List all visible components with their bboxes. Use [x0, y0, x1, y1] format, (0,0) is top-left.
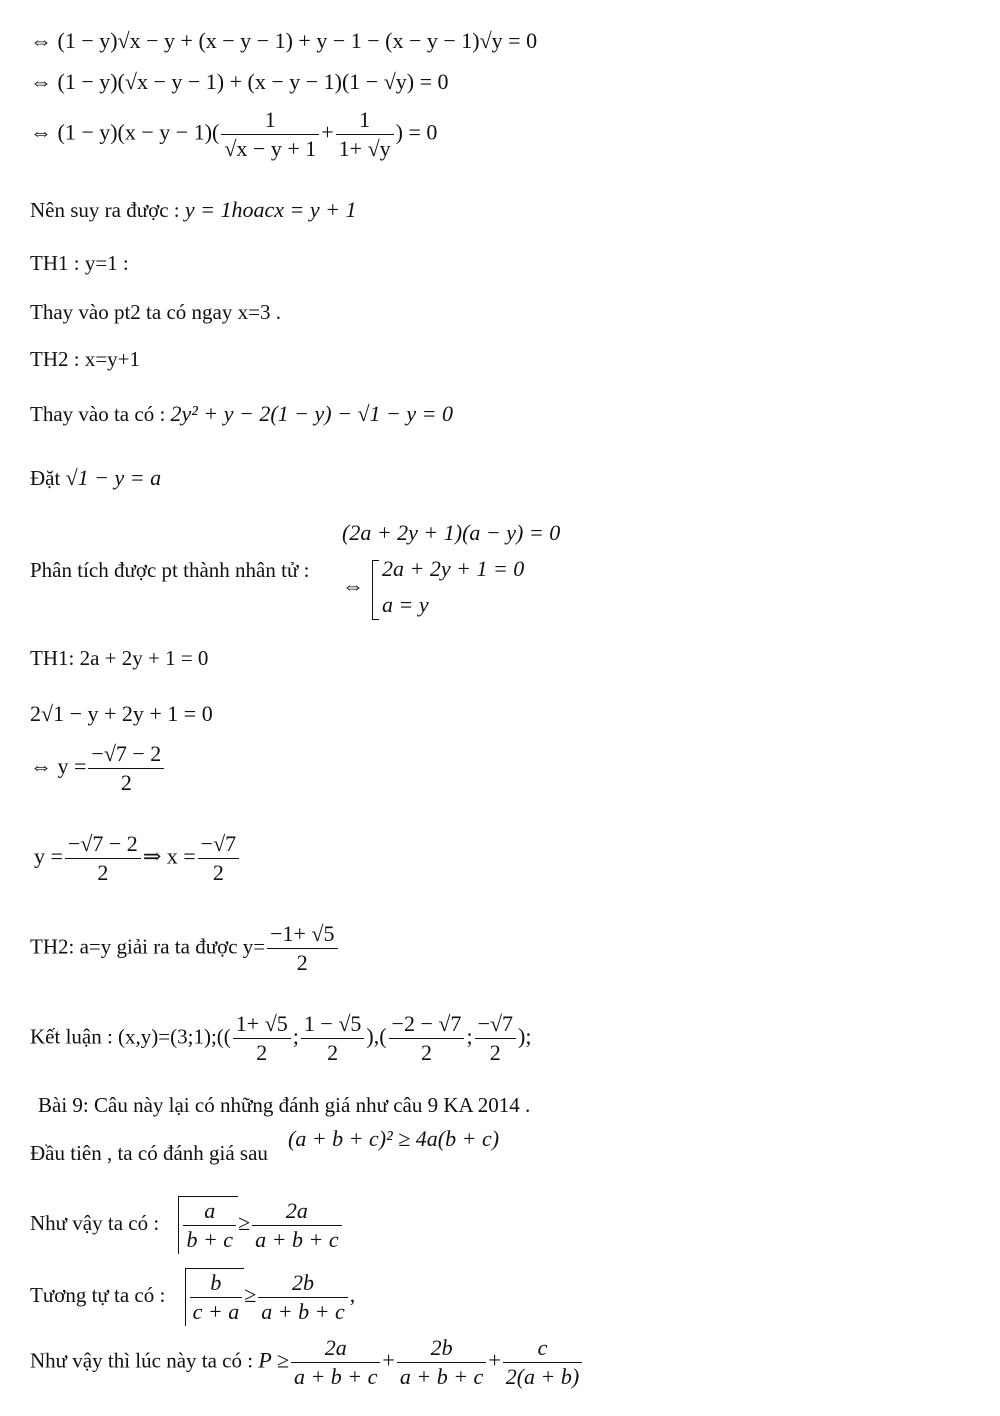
case-1-text: TH1: 2a + 2y + 1 = 0: [30, 646, 209, 670]
final-prefix: P ≥: [258, 1347, 289, 1373]
problem-9-heading: [38, 1090, 530, 1120]
case-1-result-fraction: [88, 740, 164, 797]
case-1-y-den: 2: [97, 860, 109, 885]
final-f3-num: c: [503, 1334, 583, 1363]
concl-fraction-4: [475, 1010, 516, 1067]
estimate-a-den: a + b + c: [255, 1226, 339, 1252]
estimate-b-rad-num: b: [190, 1269, 243, 1298]
estimate-a-rad-den: b + c: [186, 1227, 234, 1252]
final-f1-num: 2a: [291, 1334, 380, 1363]
set-math: √1 − y = a: [65, 465, 162, 490]
estimate-b-num: 2b: [258, 1269, 347, 1298]
case-1-result-den: 2: [120, 770, 132, 795]
first-inequality: [288, 1124, 499, 1154]
concl-end: );: [518, 1023, 532, 1049]
case-1-equation: [30, 699, 213, 729]
concl-sep-2: ;: [466, 1023, 473, 1049]
substitution-text: Thay vào ta có :: [30, 402, 171, 426]
concl-sep-1: ;: [292, 1023, 299, 1049]
substitution-math: 2y² + y − 2(1 − y) − √1 − y = 0: [170, 401, 453, 426]
eq3-f2-numerator: 1: [336, 106, 394, 135]
final-inequality-line: [30, 1334, 584, 1391]
case-1-implies: ⇒ x =: [142, 843, 196, 869]
first-estimate-line: [30, 1138, 268, 1168]
factor-case-2: [382, 590, 429, 620]
first-inequality-text: (a + b + c)² ≥ 4a(b + c): [288, 1126, 500, 1151]
factor-text: Phân tích được pt thành nhân tử :: [30, 558, 310, 582]
case-2-line: [30, 920, 340, 977]
estimate-a-radical: [178, 1196, 238, 1254]
concl-f1-num: 1+ √5: [233, 1010, 291, 1039]
case-1-solution: [34, 830, 241, 887]
equation-line-1: [30, 26, 537, 56]
final-plus-2: +: [488, 1347, 501, 1373]
estimate-a-num: 2a: [252, 1197, 341, 1226]
case-th2-heading: [30, 344, 140, 374]
concl-f2-den: 2: [327, 1040, 339, 1065]
concl-f2-num: 1 − √5: [301, 1010, 364, 1039]
final-f2-den: a + b + c: [399, 1364, 484, 1389]
eq3-f2-denominator: 1+ √y: [338, 136, 391, 161]
case-2-text: TH2: a=y giải ra ta được y=: [30, 934, 266, 959]
estimate-b-line: [30, 1268, 355, 1326]
final-conclusion: [30, 1010, 532, 1067]
concl-f1-den: 2: [256, 1040, 268, 1065]
estimate-b-fraction: [258, 1269, 347, 1326]
estimate-b-den: a + b + c: [261, 1298, 345, 1324]
eq1-text: ⇔ (1 − y)√x − y + (x − y − 1) + y − 1 − (x − y − 1)√y = 0: [30, 28, 538, 53]
final-f2-num: 2b: [397, 1334, 486, 1363]
conclusion-line: [30, 195, 356, 225]
factor-case-2-text: a = y: [382, 592, 429, 617]
eq3-suffix: ) = 0: [395, 119, 438, 145]
eq2-text: ⇔ (1 − y)(√x − y − 1) + (x − y − 1)(1 − √y) = 0: [30, 69, 449, 94]
estimate-a-line: [30, 1196, 344, 1254]
estimate-b-ge: ≥: [244, 1281, 257, 1307]
factor-case-1: [382, 554, 524, 584]
factor-equation-text: (2a + 2y + 1)(a − y) = 0: [342, 520, 561, 545]
concl-fraction-1: [233, 1010, 291, 1067]
eq3-plus: +: [321, 119, 334, 145]
case-th1-heading: [30, 248, 129, 278]
equation-line-2: [30, 67, 449, 97]
estimate-b-comma: ,: [349, 1281, 356, 1307]
estimate-a-ge: ≥: [238, 1209, 251, 1235]
substitution-line: [30, 399, 453, 429]
concl-fraction-2: [301, 1010, 364, 1067]
case-1-result: [30, 740, 166, 797]
factor-bracket: [372, 560, 379, 620]
factor-arrow: [342, 571, 364, 601]
estimate-b-radical: [185, 1268, 245, 1326]
eq3-f1-denominator: √x − y + 1: [224, 136, 317, 161]
estimate-a-fraction: [252, 1197, 341, 1254]
concl-f4-den: 2: [489, 1040, 501, 1065]
case-1-y-num: −√7 − 2: [65, 830, 141, 859]
concl-f3-den: 2: [420, 1040, 432, 1065]
eq3-f1-numerator: 1: [221, 106, 319, 135]
factor-equation: [342, 518, 560, 548]
case-1-result-prefix: ⇔ y =: [30, 753, 87, 779]
factor-text-line: [30, 555, 309, 585]
first-estimate-text: Đầu tiên , ta có đánh giá sau: [30, 1141, 268, 1165]
case-2-num: −1+ √5: [267, 920, 337, 949]
case-1-eq-text: 2√1 − y + 2y + 1 = 0: [30, 701, 213, 726]
conclusion-math: y = 1hoacx = y + 1: [184, 197, 357, 222]
th2-text: TH2 : x=y+1: [30, 347, 141, 371]
case-2-fraction: [267, 920, 337, 977]
case-1-y-prefix: y =: [34, 843, 63, 869]
set-text: Đặt: [30, 466, 66, 490]
concl-fraction-3: [389, 1010, 465, 1067]
case-2-den: 2: [296, 950, 308, 975]
th1-text: TH1 : y=1 :: [30, 251, 129, 275]
eq3-prefix: ⇔ (1 − y)(x − y − 1)(: [30, 119, 220, 145]
final-f1-den: a + b + c: [293, 1364, 378, 1389]
estimate-a-rad-fraction: [183, 1197, 236, 1254]
final-fraction-3: [503, 1334, 583, 1391]
final-fraction-2: [397, 1334, 486, 1391]
case-th1-substitution: [30, 297, 281, 327]
conclusion-text: Nên suy ra được :: [30, 198, 185, 222]
estimate-a-rad-num: a: [183, 1197, 236, 1226]
case-1-x-fraction: [198, 830, 239, 887]
eq3-fraction-1: [221, 106, 319, 163]
final-text: Như vậy thì lúc này ta có :: [30, 1348, 259, 1373]
case-1-result-num: −√7 − 2: [88, 740, 164, 769]
case-1-x-num: −√7: [198, 830, 239, 859]
concl-mid: ),(: [366, 1023, 387, 1049]
set-variable-line: [30, 463, 161, 493]
concl-f4-num: −√7: [475, 1010, 516, 1039]
concl-text: Kết luận : (x,y)=(3;1);((: [30, 1024, 231, 1049]
case-1-y-fraction: [65, 830, 141, 887]
final-fraction-1: [291, 1334, 380, 1391]
estimate-b-rad-fraction: [190, 1269, 243, 1326]
eq3-fraction-2: [336, 106, 394, 163]
final-f3-den: 2(a + b): [505, 1364, 580, 1389]
th1-sub-text: Thay vào pt2 ta có ngay x=3 .: [30, 300, 281, 324]
case-1-x-den: 2: [212, 860, 224, 885]
concl-f3-num: −2 − √7: [389, 1010, 465, 1039]
factor-arrow-symbol: ⇔: [342, 573, 364, 598]
estimate-a-text: Như vậy ta có :: [30, 1210, 165, 1235]
equation-line-3: [30, 106, 437, 163]
case-1-heading: [30, 643, 208, 673]
final-plus-1: +: [382, 1347, 395, 1373]
factor-case-1-text: 2a + 2y + 1 = 0: [382, 556, 525, 581]
problem-9-text: Bài 9: Câu này lại có những đánh giá như câu 9 KA 2014 .: [38, 1093, 531, 1117]
estimate-b-rad-den: c + a: [192, 1299, 240, 1324]
estimate-b-text: Tương tự ta có :: [30, 1282, 171, 1307]
